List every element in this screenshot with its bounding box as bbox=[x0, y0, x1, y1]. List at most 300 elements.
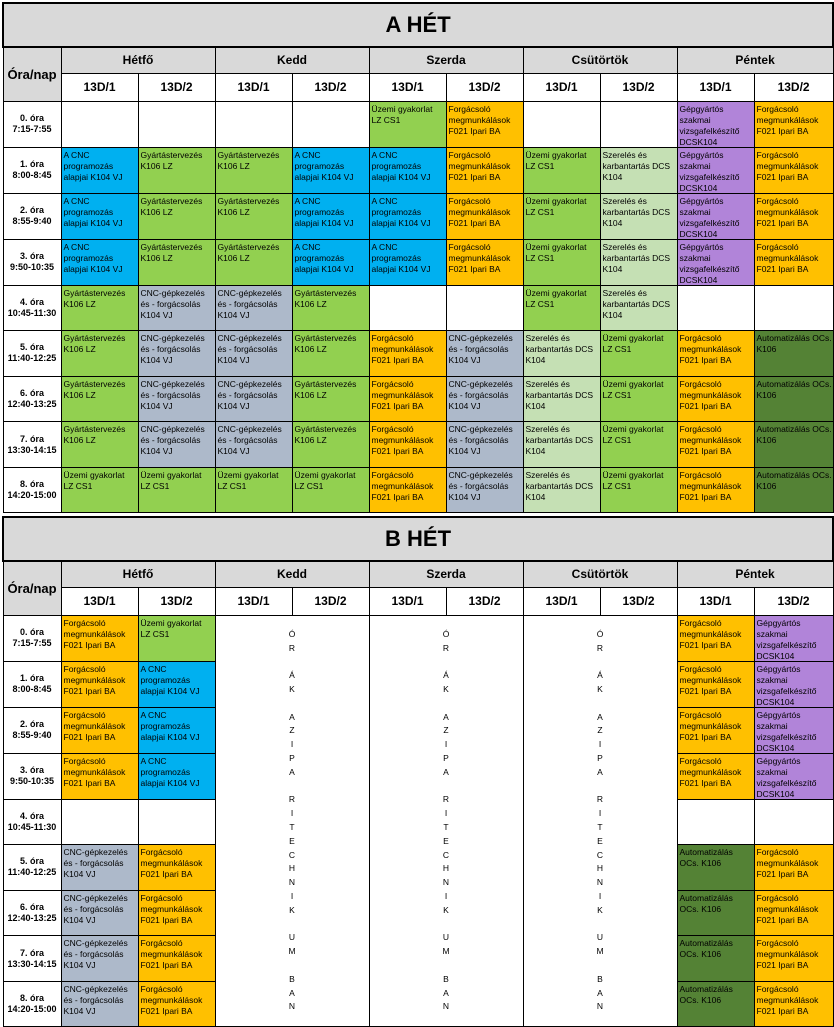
period-time: 13:30-14:15 bbox=[7, 958, 57, 969]
lesson-cell bbox=[61, 981, 138, 1027]
lesson-text: Forgácsoló megmunkálások F021 Ipari BA bbox=[756, 938, 819, 971]
lesson-cell bbox=[138, 707, 215, 753]
lesson-cell bbox=[215, 285, 292, 331]
lesson-text: Forgácsoló megmunkálások F021 Ipari BA bbox=[140, 938, 203, 971]
week-b-class-header: 13D/1 bbox=[61, 587, 138, 615]
lesson-cell bbox=[138, 890, 215, 936]
week-a-day-header: Szerda bbox=[369, 47, 523, 73]
lesson-cell bbox=[523, 376, 600, 422]
lesson-text: Szerelés és karbantartás DCS K104 bbox=[602, 195, 671, 228]
period-label bbox=[3, 331, 61, 377]
lesson-text: Forgácsoló megmunkálások F021 Ipari BA bbox=[756, 149, 819, 182]
lesson-cell bbox=[523, 101, 600, 147]
lesson-text: Forgácsoló megmunkálások F021 Ipari BA bbox=[371, 469, 434, 502]
lesson-cell bbox=[369, 101, 446, 147]
lesson-cell bbox=[754, 799, 833, 845]
lesson-text: Automatizálás OCs. K106 bbox=[679, 938, 733, 960]
period-label bbox=[3, 239, 61, 285]
week-b-title: B HÉT bbox=[3, 517, 833, 561]
week-b-class-header: 13D/2 bbox=[138, 587, 215, 615]
lesson-cell bbox=[292, 422, 369, 468]
lesson-cell bbox=[292, 239, 369, 285]
lesson-text: Forgácsoló megmunkálások F021 Ipari BA bbox=[448, 241, 511, 274]
lesson-cell bbox=[677, 101, 754, 147]
lesson-text bbox=[139, 102, 215, 104]
lesson-text: Szerelés és karbantartás DCS K104 bbox=[602, 149, 671, 182]
lesson-cell bbox=[446, 101, 523, 147]
lesson-text: Gépgyártós szakmai vizsgafelkészítő DCSK104 bbox=[756, 663, 817, 707]
period-name: 3. óra bbox=[19, 765, 44, 775]
lesson-cell bbox=[446, 193, 523, 239]
lesson-cell bbox=[138, 981, 215, 1027]
lesson-cell bbox=[215, 101, 292, 147]
lesson-text: Automatizálás OCs. K106 bbox=[679, 847, 733, 869]
lesson-cell bbox=[754, 285, 833, 331]
table-row bbox=[3, 101, 833, 147]
lesson-text: Gépgyártós szakmai vizsgafelkészítő DCSK104 bbox=[679, 103, 740, 147]
lesson-text: Üzemi gyakorlat LZ CS1 bbox=[371, 103, 433, 125]
lesson-cell bbox=[677, 890, 754, 936]
lesson-text: A CNC programozás alapjai K104 VJ bbox=[294, 241, 354, 274]
lesson-text: CNC-gépkezelés és - forgácsolás K104 VJ bbox=[63, 847, 128, 880]
lesson-cell bbox=[446, 422, 523, 468]
lesson-text: CNC-gépkezelés és - forgácsolás K104 VJ bbox=[217, 378, 282, 411]
lesson-text: Gyártástervezés K106 LZ bbox=[140, 149, 203, 171]
lesson-cell bbox=[215, 147, 292, 193]
week-b-class-header: 13D/2 bbox=[754, 587, 833, 615]
week-a-title: A HÉT bbox=[3, 3, 833, 47]
lesson-cell bbox=[677, 707, 754, 753]
lesson-text: Forgácsoló megmunkálások F021 Ipari BA bbox=[371, 333, 434, 366]
lesson-cell bbox=[754, 936, 833, 982]
lesson-cell bbox=[369, 331, 446, 377]
lesson-text: Gyártástervezés K106 LZ bbox=[140, 195, 203, 217]
lesson-text: Forgácsoló megmunkálások F021 Ipari BA bbox=[371, 424, 434, 457]
vertical-note-text: Ó R Á K A Z I P A R I T E C H N I K U M B A N bbox=[442, 628, 450, 1012]
lesson-cell bbox=[369, 467, 446, 513]
lesson-cell bbox=[677, 285, 754, 331]
lesson-text: Forgácsoló megmunkálások F021 Ipari BA bbox=[679, 378, 742, 411]
lesson-cell bbox=[61, 376, 138, 422]
lesson-text: A CNC programozás alapjai K104 VJ bbox=[371, 149, 431, 182]
lesson-text: A CNC programozás alapjai K104 VJ bbox=[140, 663, 200, 696]
period-name: 0. óra bbox=[19, 627, 44, 637]
lesson-cell bbox=[61, 147, 138, 193]
lesson-cell bbox=[61, 890, 138, 936]
lesson-text bbox=[678, 286, 754, 288]
vertical-note-szerda bbox=[369, 615, 523, 1027]
period-label bbox=[3, 936, 61, 982]
vertical-note-text: Ó R Á K A Z I P A R I T E C H N I K U M B A N bbox=[596, 628, 604, 1012]
lesson-text bbox=[447, 286, 523, 288]
period-name: 7. óra bbox=[19, 947, 44, 958]
period-time: 8:00-8:45 bbox=[12, 170, 52, 180]
period-time: 10:45-11:30 bbox=[7, 821, 57, 832]
period-name: 0. óra bbox=[19, 113, 44, 123]
period-time: 7:15-7:55 bbox=[12, 124, 52, 134]
lesson-cell bbox=[677, 239, 754, 285]
week-a-class-header: 13D/1 bbox=[215, 73, 292, 101]
period-name: 2. óra bbox=[19, 205, 44, 215]
period-time: 9:50-10:35 bbox=[9, 262, 55, 272]
table-row bbox=[3, 239, 833, 285]
lesson-cell bbox=[61, 799, 138, 845]
lesson-cell bbox=[446, 285, 523, 331]
table-row bbox=[3, 147, 833, 193]
lesson-cell bbox=[61, 845, 138, 891]
lesson-cell bbox=[138, 101, 215, 147]
lesson-text: CNC-gépkezelés és - forgácsolás K104 VJ bbox=[448, 469, 513, 502]
table-row bbox=[3, 193, 833, 239]
week-a-class-header: 13D/1 bbox=[369, 73, 446, 101]
week-a-day-header: Hétfő bbox=[61, 47, 215, 73]
lesson-cell bbox=[292, 285, 369, 331]
period-name: 8. óra bbox=[19, 993, 44, 1004]
lesson-text: Forgácsoló megmunkálások F021 Ipari BA bbox=[756, 103, 819, 136]
lesson-cell bbox=[677, 376, 754, 422]
period-name: 6. óra bbox=[19, 387, 44, 398]
lesson-cell bbox=[446, 147, 523, 193]
week-b-class-header: 13D/2 bbox=[292, 587, 369, 615]
lesson-cell bbox=[754, 101, 833, 147]
lesson-text: Gépgyártós szakmai vizsgafelkészítő DCSK104 bbox=[679, 195, 740, 239]
week-a-class-header: 13D/2 bbox=[754, 73, 833, 101]
week-b-class-header: 13D/1 bbox=[369, 587, 446, 615]
lesson-cell bbox=[61, 422, 138, 468]
lesson-cell bbox=[292, 331, 369, 377]
lesson-cell bbox=[600, 239, 677, 285]
lesson-cell bbox=[677, 845, 754, 891]
lesson-cell bbox=[523, 331, 600, 377]
lesson-text bbox=[755, 800, 833, 802]
lesson-text: Automatizálás OCs. K106 bbox=[679, 892, 733, 914]
lesson-cell bbox=[61, 707, 138, 753]
lesson-text: A CNC programozás alapjai K104 VJ bbox=[294, 195, 354, 228]
lesson-text: Forgácsoló megmunkálások F021 Ipari BA bbox=[756, 847, 819, 880]
lesson-text: Üzemi gyakorlat LZ CS1 bbox=[140, 469, 202, 491]
lesson-cell bbox=[600, 285, 677, 331]
lesson-cell bbox=[523, 285, 600, 331]
lesson-cell bbox=[138, 422, 215, 468]
week-a-day-header: Kedd bbox=[215, 47, 369, 73]
lesson-text: Gyártástervezés K106 LZ bbox=[140, 241, 203, 263]
lesson-cell bbox=[446, 331, 523, 377]
lesson-text: A CNC programozás alapjai K104 VJ bbox=[63, 195, 123, 228]
period-time: 9:50-10:35 bbox=[9, 776, 55, 786]
week-a-class-header: 13D/2 bbox=[292, 73, 369, 101]
vertical-note-text: Ó R Á K A Z I P A R I T E C H N I K U M B A N bbox=[288, 628, 296, 1012]
lesson-cell bbox=[523, 193, 600, 239]
lesson-cell bbox=[138, 239, 215, 285]
lesson-cell bbox=[61, 331, 138, 377]
lesson-cell bbox=[677, 467, 754, 513]
lesson-text: A CNC programozás alapjai K104 VJ bbox=[63, 241, 123, 274]
lesson-cell bbox=[138, 661, 215, 707]
period-label bbox=[3, 147, 61, 193]
lesson-cell bbox=[754, 422, 833, 468]
lesson-cell bbox=[754, 239, 833, 285]
lesson-text: CNC-gépkezelés és - forgácsolás K104 VJ bbox=[217, 333, 282, 366]
lesson-text: Üzemi gyakorlat LZ CS1 bbox=[140, 617, 202, 639]
lesson-text: Automatizálás OCs. K106 bbox=[756, 378, 832, 400]
period-name: 4. óra bbox=[19, 296, 44, 307]
week-a-day-header: Csütörtök bbox=[523, 47, 677, 73]
week-a-table bbox=[2, 2, 834, 513]
lesson-cell bbox=[215, 422, 292, 468]
lesson-cell bbox=[61, 615, 138, 661]
week-b-class-header: 13D/1 bbox=[523, 587, 600, 615]
lesson-text bbox=[601, 102, 677, 104]
period-label bbox=[3, 799, 61, 845]
lesson-cell bbox=[754, 147, 833, 193]
week-b-day-header: Péntek bbox=[677, 561, 833, 587]
lesson-cell bbox=[523, 239, 600, 285]
lesson-cell bbox=[677, 981, 754, 1027]
lesson-text bbox=[524, 102, 600, 104]
lesson-cell bbox=[292, 101, 369, 147]
table-row bbox=[3, 422, 833, 468]
period-time: 14:20-15:00 bbox=[7, 490, 57, 501]
week-b-table bbox=[2, 516, 834, 1027]
lesson-cell bbox=[61, 661, 138, 707]
lesson-cell bbox=[754, 615, 833, 661]
lesson-cell bbox=[61, 936, 138, 982]
lesson-cell bbox=[138, 147, 215, 193]
lesson-text bbox=[62, 800, 138, 802]
lesson-cell bbox=[446, 239, 523, 285]
lesson-text: Szerelés és karbantartás DCS K104 bbox=[525, 378, 594, 411]
lesson-text: Forgácsoló megmunkálások F021 Ipari BA bbox=[679, 333, 742, 366]
row-header-label: Óra/nap bbox=[3, 561, 61, 615]
lesson-text: Gyártástervezés K106 LZ bbox=[217, 195, 280, 217]
week-a-class-header: 13D/2 bbox=[600, 73, 677, 101]
period-name: 4. óra bbox=[19, 810, 44, 821]
lesson-text: Üzemi gyakorlat LZ CS1 bbox=[602, 469, 664, 491]
lesson-cell bbox=[61, 239, 138, 285]
row-header-label: Óra/nap bbox=[3, 47, 61, 101]
lesson-cell bbox=[677, 193, 754, 239]
week-b-class-header: 13D/2 bbox=[446, 587, 523, 615]
period-time: 11:40-12:25 bbox=[7, 353, 57, 364]
week-b-day-header: Kedd bbox=[215, 561, 369, 587]
table-row bbox=[3, 467, 833, 513]
lesson-cell bbox=[754, 331, 833, 377]
lesson-text: Gépgyártós szakmai vizsgafelkészítő DCSK104 bbox=[679, 149, 740, 193]
lesson-cell bbox=[600, 376, 677, 422]
period-name: 1. óra bbox=[19, 673, 44, 683]
week-a-class-header: 13D/2 bbox=[446, 73, 523, 101]
lesson-text bbox=[370, 286, 446, 288]
lesson-cell bbox=[138, 615, 215, 661]
lesson-text bbox=[216, 102, 292, 104]
lesson-text: Üzemi gyakorlat LZ CS1 bbox=[294, 469, 356, 491]
lesson-text: Szerelés és karbantartás DCS K104 bbox=[525, 333, 594, 366]
lesson-cell bbox=[138, 467, 215, 513]
period-name: 7. óra bbox=[19, 433, 44, 444]
lesson-text: Forgácsoló megmunkálások F021 Ipari BA bbox=[140, 847, 203, 880]
lesson-text bbox=[139, 800, 215, 802]
week-b-class-header: 13D/1 bbox=[215, 587, 292, 615]
lesson-cell bbox=[523, 147, 600, 193]
lesson-text: A CNC programozás alapjai K104 VJ bbox=[371, 195, 431, 228]
lesson-text: Forgácsoló megmunkálások F021 Ipari BA bbox=[140, 892, 203, 925]
lesson-cell bbox=[677, 615, 754, 661]
lesson-text: Gyártástervezés K106 LZ bbox=[294, 287, 357, 309]
lesson-cell bbox=[677, 661, 754, 707]
lesson-text: Forgácsoló megmunkálások F021 Ipari BA bbox=[679, 709, 742, 742]
lesson-text: Forgácsoló megmunkálások F021 Ipari BA bbox=[679, 469, 742, 502]
lesson-text: Gyártástervezés K106 LZ bbox=[294, 424, 357, 446]
period-time: 11:40-12:25 bbox=[7, 867, 57, 878]
lesson-cell bbox=[61, 285, 138, 331]
lesson-text: CNC-gépkezelés és - forgácsolás K104 VJ bbox=[217, 424, 282, 457]
lesson-cell bbox=[369, 285, 446, 331]
week-b-class-header: 13D/2 bbox=[600, 587, 677, 615]
lesson-text: Szerelés és karbantartás DCS K104 bbox=[525, 424, 594, 457]
lesson-cell bbox=[446, 467, 523, 513]
lesson-text: Gyártástervezés K106 LZ bbox=[294, 378, 357, 400]
period-label bbox=[3, 890, 61, 936]
lesson-text: A CNC programozás alapjai K104 VJ bbox=[371, 241, 431, 274]
lesson-text: Gyártástervezés K106 LZ bbox=[63, 424, 126, 446]
week-b-day-header: Hétfő bbox=[61, 561, 215, 587]
period-label bbox=[3, 422, 61, 468]
period-time: 8:00-8:45 bbox=[12, 684, 52, 694]
lesson-text bbox=[62, 102, 138, 104]
lesson-text: A CNC programozás alapjai K104 VJ bbox=[294, 149, 354, 182]
lesson-text: Forgácsoló megmunkálások F021 Ipari BA bbox=[679, 424, 742, 457]
lesson-cell bbox=[754, 467, 833, 513]
period-time: 7:15-7:55 bbox=[12, 638, 52, 648]
lesson-text: Forgácsoló megmunkálások F021 Ipari BA bbox=[756, 892, 819, 925]
period-name: 5. óra bbox=[19, 342, 44, 353]
lesson-cell bbox=[292, 467, 369, 513]
lesson-text: Forgácsoló megmunkálások F021 Ipari BA bbox=[63, 663, 126, 696]
lesson-cell bbox=[138, 376, 215, 422]
lesson-text: Szerelés és karbantartás DCS K104 bbox=[525, 469, 594, 502]
lesson-cell bbox=[754, 845, 833, 891]
lesson-cell bbox=[754, 753, 833, 799]
lesson-text: CNC-gépkezelés és - forgácsolás K104 VJ bbox=[217, 287, 282, 320]
lesson-cell bbox=[754, 376, 833, 422]
lesson-text: Automatizálás OCs. K106 bbox=[756, 469, 832, 491]
period-name: 6. óra bbox=[19, 901, 44, 912]
lesson-text: Automatizálás OCs. K106 bbox=[756, 333, 832, 355]
period-name: 5. óra bbox=[19, 856, 44, 867]
lesson-cell bbox=[677, 147, 754, 193]
lesson-cell bbox=[754, 661, 833, 707]
lesson-text: Üzemi gyakorlat LZ CS1 bbox=[525, 149, 587, 171]
table-row bbox=[3, 331, 833, 377]
lesson-cell bbox=[369, 147, 446, 193]
lesson-text: Forgácsoló megmunkálások F021 Ipari BA bbox=[679, 617, 742, 650]
lesson-cell bbox=[292, 376, 369, 422]
lesson-text: CNC-gépkezelés és - forgácsolás K104 VJ bbox=[63, 938, 128, 971]
lesson-cell bbox=[138, 331, 215, 377]
period-time: 8:55-9:40 bbox=[12, 216, 52, 226]
lesson-cell bbox=[523, 422, 600, 468]
lesson-text: CNC-gépkezelés és - forgácsolás K104 VJ bbox=[63, 983, 128, 1016]
lesson-cell bbox=[61, 193, 138, 239]
lesson-cell bbox=[754, 981, 833, 1027]
lesson-cell bbox=[600, 147, 677, 193]
period-time: 8:55-9:40 bbox=[12, 730, 52, 740]
lesson-text bbox=[293, 102, 369, 104]
lesson-cell bbox=[138, 799, 215, 845]
period-label bbox=[3, 753, 61, 799]
table-row bbox=[3, 285, 833, 331]
lesson-text: Gyártástervezés K106 LZ bbox=[217, 241, 280, 263]
lesson-cell bbox=[292, 193, 369, 239]
lesson-text: Forgácsoló megmunkálások F021 Ipari BA bbox=[679, 663, 742, 696]
lesson-text: Forgácsoló megmunkálások F021 Ipari BA bbox=[448, 149, 511, 182]
lesson-cell bbox=[61, 467, 138, 513]
lesson-text: CNC-gépkezelés és - forgácsolás K104 VJ bbox=[140, 287, 205, 320]
lesson-text: Üzemi gyakorlat LZ CS1 bbox=[217, 469, 279, 491]
lesson-cell bbox=[138, 193, 215, 239]
week-a-class-header: 13D/2 bbox=[138, 73, 215, 101]
lesson-cell bbox=[600, 193, 677, 239]
lesson-text: Szerelés és karbantartás DCS K104 bbox=[602, 241, 671, 274]
lesson-text: Gépgyártós szakmai vizsgafelkészítő DCSK104 bbox=[756, 755, 817, 799]
lesson-text: Üzemi gyakorlat LZ CS1 bbox=[525, 287, 587, 309]
period-time: 10:45-11:30 bbox=[7, 307, 57, 318]
lesson-cell bbox=[138, 845, 215, 891]
week-b-day-header: Szerda bbox=[369, 561, 523, 587]
lesson-cell bbox=[754, 193, 833, 239]
lesson-text: Forgácsoló megmunkálások F021 Ipari BA bbox=[63, 755, 126, 788]
lesson-cell bbox=[215, 331, 292, 377]
period-name: 8. óra bbox=[19, 479, 44, 490]
lesson-text: Üzemi gyakorlat LZ CS1 bbox=[602, 424, 664, 446]
period-label bbox=[3, 193, 61, 239]
lesson-cell bbox=[600, 101, 677, 147]
lesson-text bbox=[678, 800, 754, 802]
week-a-class-header: 13D/1 bbox=[677, 73, 754, 101]
lesson-text: Forgácsoló megmunkálások F021 Ipari BA bbox=[756, 983, 819, 1016]
table-row bbox=[3, 376, 833, 422]
lesson-cell bbox=[677, 936, 754, 982]
lesson-text: Üzemi gyakorlat LZ CS1 bbox=[602, 378, 664, 400]
lesson-text: Forgácsoló megmunkálások F021 Ipari BA bbox=[756, 241, 819, 274]
period-label bbox=[3, 101, 61, 147]
period-label bbox=[3, 615, 61, 661]
lesson-cell bbox=[138, 285, 215, 331]
lesson-text: CNC-gépkezelés és - forgácsolás K104 VJ bbox=[140, 333, 205, 366]
lesson-text: Forgácsoló megmunkálások F021 Ipari BA bbox=[371, 378, 434, 411]
week-b-class-header: 13D/1 bbox=[677, 587, 754, 615]
period-name: 2. óra bbox=[19, 719, 44, 729]
lesson-text: Forgácsoló megmunkálások F021 Ipari BA bbox=[448, 103, 511, 136]
lesson-text: A CNC programozás alapjai K104 VJ bbox=[140, 709, 200, 742]
lesson-cell bbox=[138, 753, 215, 799]
lesson-cell bbox=[677, 331, 754, 377]
lesson-cell bbox=[754, 890, 833, 936]
lesson-cell bbox=[600, 331, 677, 377]
period-label bbox=[3, 376, 61, 422]
lesson-text: Automatizálás OCs. K106 bbox=[756, 424, 832, 446]
lesson-text: CNC-gépkezelés és - forgácsolás K104 VJ bbox=[448, 378, 513, 411]
lesson-text: Gyártástervezés K106 LZ bbox=[217, 149, 280, 171]
lesson-text: Gyártástervezés K106 LZ bbox=[63, 333, 126, 355]
period-label bbox=[3, 285, 61, 331]
lesson-text: Gyártástervezés K106 LZ bbox=[63, 378, 126, 400]
lesson-cell bbox=[369, 239, 446, 285]
vertical-note-csutortok bbox=[523, 615, 677, 1027]
period-label bbox=[3, 661, 61, 707]
period-name: 3. óra bbox=[19, 251, 44, 261]
period-label bbox=[3, 707, 61, 753]
